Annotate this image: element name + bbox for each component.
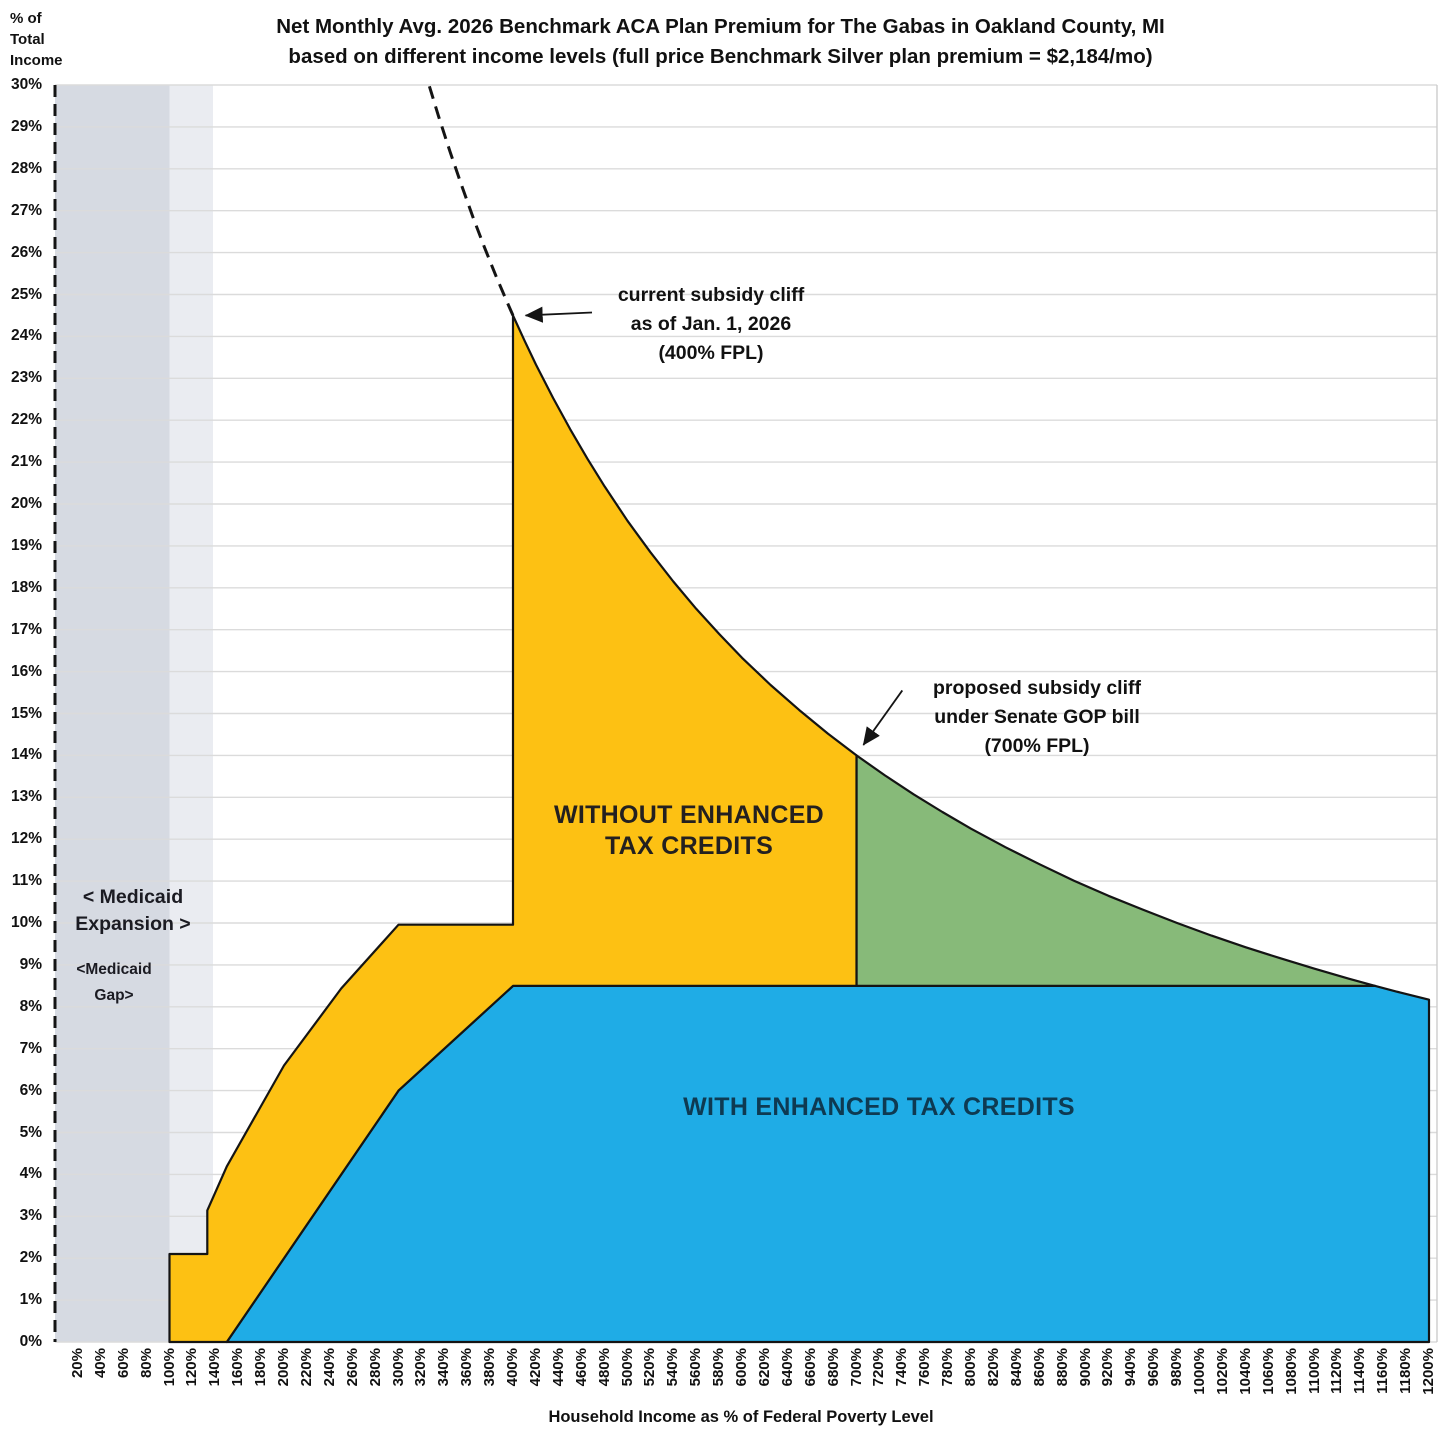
y-tick-label: 22% xyxy=(10,411,42,429)
x-tick-label: 40% xyxy=(91,1348,109,1379)
x-tick-label: 720% xyxy=(870,1348,888,1387)
x-tick-label: 460% xyxy=(572,1348,590,1387)
y-tick-label: 3% xyxy=(19,1207,42,1225)
x-tick-label: 500% xyxy=(618,1348,636,1387)
x-tick-label: 1180% xyxy=(1397,1348,1415,1394)
x-tick-label: 1100% xyxy=(1305,1348,1323,1394)
x-tick-label: 100% xyxy=(160,1348,178,1387)
y-tick-label: 8% xyxy=(19,997,42,1015)
x-tick-label: 1160% xyxy=(1374,1348,1392,1394)
x-tick-label: 220% xyxy=(297,1348,315,1387)
x-tick-label: 880% xyxy=(1053,1348,1071,1387)
current-cliff-arrow xyxy=(526,313,592,316)
x-tick-label: 120% xyxy=(183,1348,201,1387)
x-tick-label: 680% xyxy=(824,1348,842,1387)
x-tick-label: 1120% xyxy=(1328,1348,1346,1394)
x-tick-label: 820% xyxy=(984,1348,1002,1387)
y-tick-label: 14% xyxy=(10,746,42,764)
x-tick-label: 1080% xyxy=(1282,1348,1300,1395)
x-tick-label: 660% xyxy=(801,1348,819,1387)
y-tick-label: 28% xyxy=(10,159,42,177)
x-tick-label: 540% xyxy=(664,1348,682,1387)
y-tick-label: 13% xyxy=(10,788,42,806)
with-enhanced-tax-credits-label: WITH ENHANCED TAX CREDITS xyxy=(683,1093,1075,1121)
x-tick-label: 520% xyxy=(641,1348,659,1387)
x-axis-title: Household Income as % of Federal Poverty Level xyxy=(548,1408,934,1426)
medicaid-gap-label: <Medicaid Gap> xyxy=(76,961,152,1004)
y-tick-label: 21% xyxy=(10,453,42,471)
x-tick-label: 360% xyxy=(458,1348,476,1387)
area-proposed-subsidy-extension xyxy=(857,755,1376,986)
x-tick-label: 300% xyxy=(389,1348,407,1387)
x-tick-label: 840% xyxy=(1007,1348,1025,1387)
x-tick-label: 80% xyxy=(137,1348,155,1379)
y-tick-label: 10% xyxy=(10,914,42,931)
x-tick-label: 980% xyxy=(1168,1348,1186,1387)
x-tick-label: 340% xyxy=(435,1348,453,1387)
x-tick-label: 940% xyxy=(1122,1348,1140,1387)
x-tick-label: 400% xyxy=(504,1348,521,1387)
x-tick-label: 1200% xyxy=(1420,1348,1437,1395)
y-tick-label: 24% xyxy=(10,327,42,345)
y-tick-label: 29% xyxy=(10,117,42,135)
y-tick-label: 18% xyxy=(10,578,42,596)
y-tick-label: 6% xyxy=(19,1081,42,1099)
full-price-curve-dashed xyxy=(429,86,513,315)
x-tick-label: 1140% xyxy=(1351,1348,1369,1394)
x-tick-label: 600% xyxy=(733,1348,750,1387)
chart-title: Net Monthly Avg. 2026 Benchmark ACA Plan Premium for The Gabas in Oakland County, MI based on different income levels (full price Benchmark Silver plan premium = $2,184/mo) xyxy=(276,15,1165,68)
without-enhanced-tax-credits-label: WITHOUT ENHANCED TAX CREDITS xyxy=(553,801,825,860)
y-axis-corner-label: % of Total Income xyxy=(10,10,63,69)
x-tick-label: 480% xyxy=(595,1348,613,1387)
x-tick-label: 260% xyxy=(343,1348,361,1387)
x-tick-label: 800% xyxy=(962,1348,979,1387)
y-tick-label: 19% xyxy=(10,536,42,554)
y-tick-label: 25% xyxy=(10,285,42,303)
x-tick-label: 740% xyxy=(893,1348,911,1387)
y-tick-label: 5% xyxy=(19,1123,42,1141)
y-tick-label: 15% xyxy=(10,704,42,722)
proposed-cliff-arrow xyxy=(863,690,902,744)
x-tick-label: 20% xyxy=(68,1348,86,1379)
current-subsidy-cliff-annotation: current subsidy cliff as of Jan. 1, 2026 (400% FPL) xyxy=(617,284,805,364)
y-tick-label: 16% xyxy=(10,662,42,680)
x-tick-label: 620% xyxy=(755,1348,773,1387)
x-tick-label: 320% xyxy=(412,1348,430,1387)
x-tick-label: 380% xyxy=(481,1348,499,1387)
y-tick-label: 9% xyxy=(19,955,42,973)
x-tick-label: 1040% xyxy=(1236,1348,1254,1395)
x-tick-label: 180% xyxy=(252,1348,270,1387)
y-tick-label: 11% xyxy=(11,872,42,890)
x-tick-label: 760% xyxy=(916,1348,934,1387)
y-tick-label: 4% xyxy=(19,1165,42,1183)
y-tick-label: 27% xyxy=(10,201,42,219)
y-tick-label: 0% xyxy=(19,1333,42,1350)
x-tick-label: 60% xyxy=(114,1348,132,1379)
y-tick-label: 2% xyxy=(19,1249,42,1267)
y-tick-label: 26% xyxy=(10,243,42,261)
medicaid-expansion-label: < Medicaid Expansion > xyxy=(75,886,191,935)
x-tick-label: 140% xyxy=(206,1348,224,1387)
y-tick-label: 30% xyxy=(10,76,42,93)
x-tick-label: 160% xyxy=(229,1348,247,1387)
y-tick-label: 20% xyxy=(10,495,42,512)
x-tick-label: 860% xyxy=(1030,1348,1048,1387)
x-tick-label: 580% xyxy=(710,1348,728,1387)
x-tick-label: 1020% xyxy=(1213,1348,1231,1395)
x-tick-label: 960% xyxy=(1145,1348,1163,1387)
x-tick-label: 440% xyxy=(549,1348,567,1387)
x-tick-label: 640% xyxy=(778,1348,796,1387)
proposed-subsidy-cliff-annotation: proposed subsidy cliff under Senate GOP bill (700% FPL) xyxy=(932,677,1142,757)
y-tick-label: 23% xyxy=(10,369,42,387)
x-tick-label: 200% xyxy=(275,1348,292,1387)
x-tick-label: 560% xyxy=(687,1348,705,1387)
x-tick-label: 1000% xyxy=(1191,1348,1208,1395)
x-tick-label: 900% xyxy=(1076,1348,1094,1387)
y-tick-label: 1% xyxy=(19,1291,42,1309)
y-tick-label: 7% xyxy=(19,1039,42,1057)
x-tick-label: 780% xyxy=(939,1348,957,1387)
x-tick-label: 700% xyxy=(847,1348,865,1387)
x-tick-label: 420% xyxy=(526,1348,544,1387)
x-tick-label: 920% xyxy=(1099,1348,1117,1387)
y-tick-label: 12% xyxy=(10,830,42,848)
y-tick-label: 17% xyxy=(10,620,42,638)
x-tick-label: 1060% xyxy=(1259,1348,1277,1395)
x-tick-label: 240% xyxy=(320,1348,338,1387)
x-tick-label: 280% xyxy=(366,1348,384,1387)
